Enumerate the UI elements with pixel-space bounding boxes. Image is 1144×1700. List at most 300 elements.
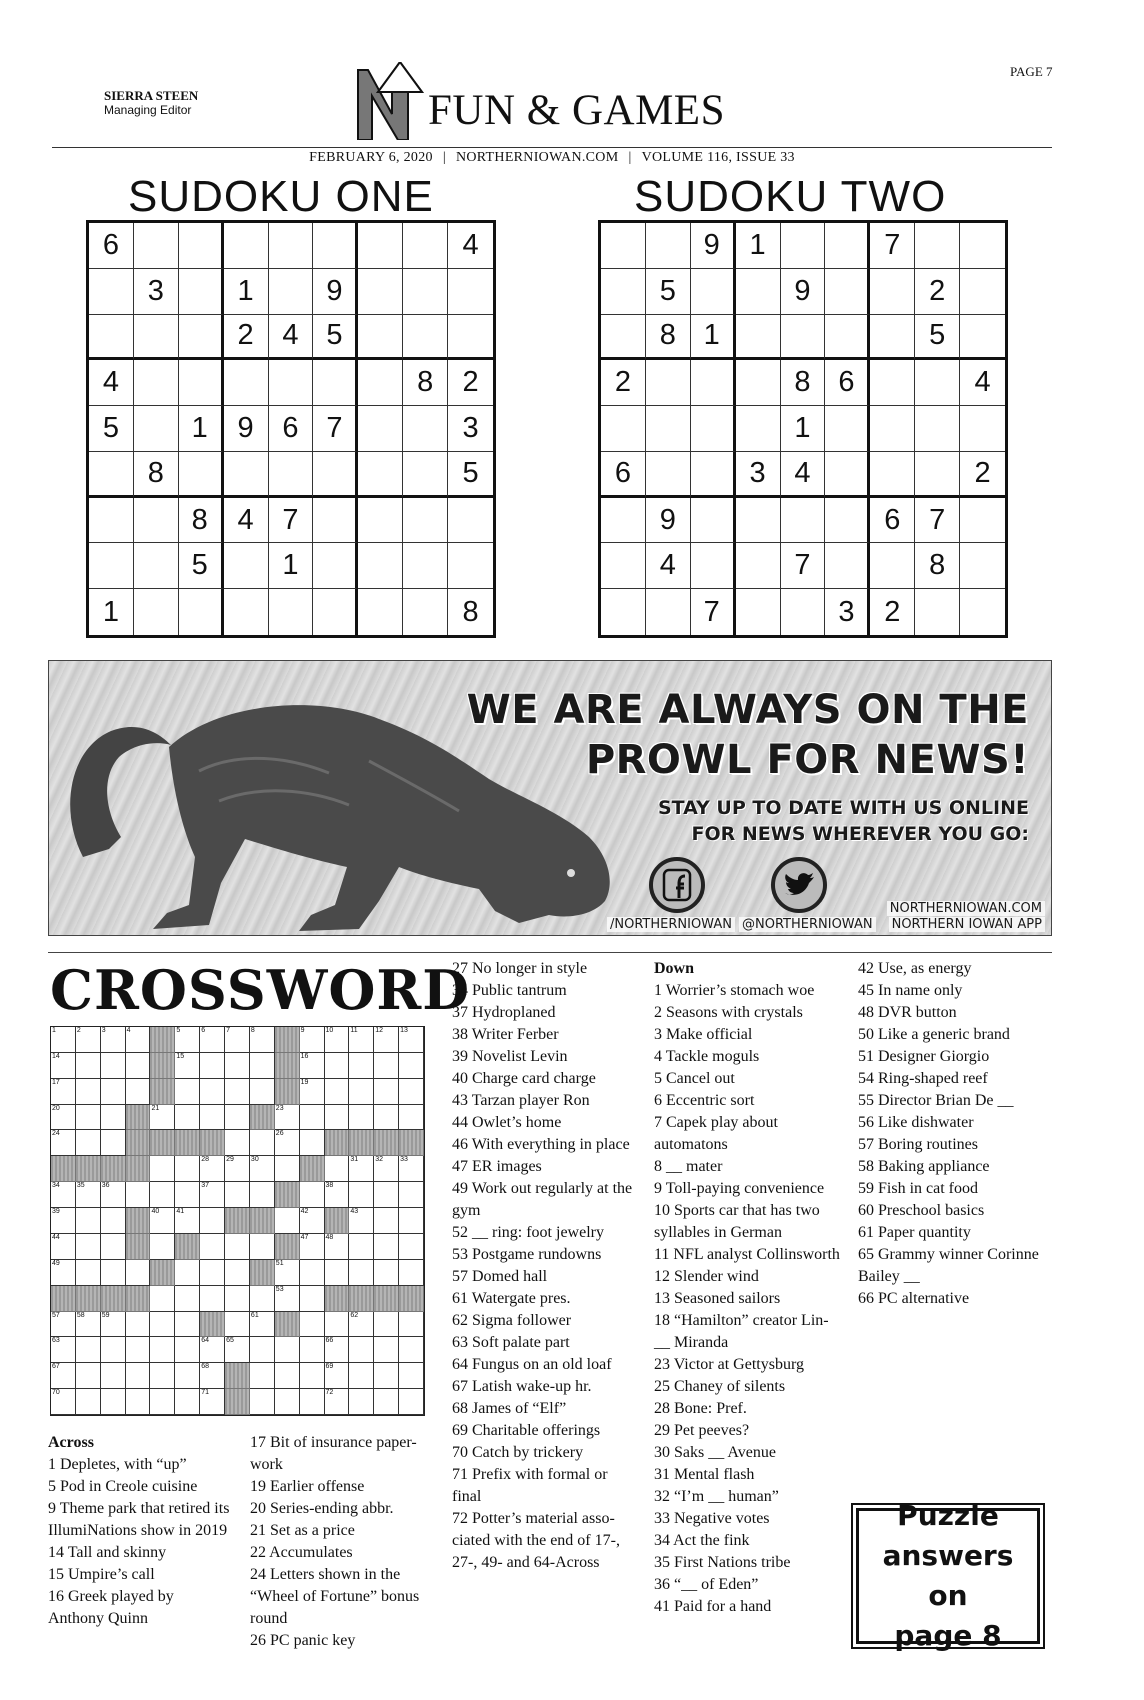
crossword-square[interactable] [300,1389,325,1415]
crossword-square[interactable] [150,1234,175,1260]
sudoku-cell[interactable] [269,269,314,315]
sudoku-cell[interactable] [358,498,403,544]
sudoku-cell[interactable] [736,498,781,544]
sudoku-cell[interactable] [269,452,314,498]
sudoku-cell[interactable] [224,589,269,635]
sudoku-cell[interactable]: 7 [915,498,960,544]
crossword-square[interactable] [51,1053,76,1079]
crossword-square[interactable] [126,1260,151,1286]
twitter-icon[interactable] [771,857,827,913]
sudoku-cell[interactable] [736,360,781,406]
facebook-handle[interactable]: /NORTHERNIOWAN [607,917,735,932]
crossword-square[interactable] [374,1312,399,1338]
crossword-square[interactable] [275,1337,300,1363]
crossword-square[interactable] [76,1027,101,1053]
crossword-square[interactable] [76,1079,101,1105]
sudoku-cell[interactable] [825,315,870,361]
sudoku-cell[interactable] [358,406,403,452]
crossword-square[interactable] [51,1363,76,1389]
crossword-square[interactable] [76,1130,101,1156]
crossword-square[interactable] [225,1027,250,1053]
sudoku-cell[interactable] [915,589,960,635]
sudoku-cell[interactable] [825,498,870,544]
sudoku-cell[interactable]: 8 [915,543,960,589]
sudoku-cell[interactable]: 5 [915,315,960,361]
crossword-square[interactable] [225,1105,250,1131]
crossword-square[interactable] [300,1130,325,1156]
crossword-square[interactable] [175,1337,200,1363]
crossword-square[interactable] [51,1130,76,1156]
crossword-square[interactable] [51,1079,76,1105]
crossword-square[interactable] [374,1182,399,1208]
crossword-square[interactable] [300,1208,325,1234]
crossword-square[interactable] [250,1337,275,1363]
crossword-square[interactable] [101,1182,126,1208]
crossword-square[interactable] [150,1389,175,1415]
sudoku-two-grid[interactable] [598,220,1008,638]
crossword-square[interactable] [126,1053,151,1079]
sudoku-cell[interactable] [960,498,1005,544]
crossword-square[interactable] [76,1182,101,1208]
crossword-square[interactable] [300,1312,325,1338]
crossword-square[interactable] [51,1234,76,1260]
sudoku-cell[interactable] [134,223,179,269]
crossword-square[interactable] [399,1105,424,1131]
crossword-square[interactable] [250,1079,275,1105]
sudoku-cell[interactable] [825,452,870,498]
crossword-square[interactable] [399,1363,424,1389]
crossword-square[interactable] [101,1260,126,1286]
crossword-square[interactable] [126,1389,151,1415]
crossword-square[interactable] [275,1156,300,1182]
crossword-square[interactable] [225,1312,250,1338]
crossword-square[interactable] [225,1286,250,1312]
sudoku-cell[interactable] [89,543,134,589]
sudoku-cell[interactable] [358,543,403,589]
crossword-square[interactable] [225,1156,250,1182]
sudoku-cell[interactable] [89,269,134,315]
sudoku-cell[interactable] [313,452,358,498]
sudoku-cell[interactable] [825,406,870,452]
sudoku-cell[interactable] [870,315,915,361]
crossword-square[interactable] [200,1079,225,1105]
crossword-square[interactable] [175,1105,200,1131]
sudoku-cell[interactable] [179,452,224,498]
sudoku-cell[interactable] [134,589,179,635]
crossword-square[interactable] [150,1208,175,1234]
crossword-square[interactable] [374,1208,399,1234]
sudoku-cell[interactable] [89,452,134,498]
crossword-square[interactable] [51,1027,76,1053]
crossword-square[interactable] [51,1208,76,1234]
sudoku-cell[interactable] [781,498,826,544]
sudoku-cell[interactable] [313,223,358,269]
sudoku-cell[interactable]: 4 [448,223,493,269]
crossword-square[interactable] [275,1363,300,1389]
crossword-square[interactable] [399,1234,424,1260]
sudoku-cell[interactable] [870,360,915,406]
sudoku-cell[interactable]: 7 [313,406,358,452]
crossword-square[interactable] [200,1389,225,1415]
crossword-square[interactable] [275,1260,300,1286]
sudoku-cell[interactable] [781,315,826,361]
crossword-square[interactable] [51,1182,76,1208]
sudoku-cell[interactable]: 7 [691,589,736,635]
sudoku-cell[interactable] [179,223,224,269]
sudoku-cell[interactable] [313,543,358,589]
sudoku-cell[interactable]: 6 [89,223,134,269]
crossword-square[interactable] [150,1156,175,1182]
sudoku-cell[interactable] [89,498,134,544]
sudoku-cell[interactable]: 1 [736,223,781,269]
sudoku-cell[interactable] [448,543,493,589]
crossword-square[interactable] [399,1337,424,1363]
sudoku-cell[interactable] [403,315,448,361]
crossword-square[interactable] [175,1389,200,1415]
sudoku-cell[interactable]: 9 [646,498,691,544]
sudoku-cell[interactable]: 7 [781,543,826,589]
crossword-square[interactable] [374,1260,399,1286]
sudoku-cell[interactable] [358,315,403,361]
sudoku-cell[interactable]: 4 [224,498,269,544]
crossword-square[interactable] [126,1363,151,1389]
sudoku-cell[interactable] [736,315,781,361]
sudoku-cell[interactable] [781,223,826,269]
sudoku-cell[interactable]: 9 [691,223,736,269]
sudoku-cell[interactable] [403,223,448,269]
crossword-square[interactable] [349,1363,374,1389]
crossword-square[interactable] [101,1234,126,1260]
crossword-square[interactable] [349,1053,374,1079]
sudoku-cell[interactable]: 4 [960,360,1005,406]
crossword-square[interactable] [374,1053,399,1079]
crossword-square[interactable] [101,1130,126,1156]
crossword-square[interactable] [200,1260,225,1286]
crossword-square[interactable] [175,1079,200,1105]
crossword-square[interactable] [225,1079,250,1105]
sudoku-cell[interactable]: 4 [646,543,691,589]
sudoku-cell[interactable] [691,452,736,498]
crossword-square[interactable] [250,1363,275,1389]
sudoku-cell[interactable] [179,269,224,315]
crossword-square[interactable] [399,1208,424,1234]
sudoku-cell[interactable]: 7 [269,498,314,544]
crossword-square[interactable] [175,1286,200,1312]
crossword-square[interactable] [76,1312,101,1338]
crossword-square[interactable] [51,1260,76,1286]
crossword-square[interactable] [349,1182,374,1208]
crossword-square[interactable] [225,1337,250,1363]
sudoku-cell[interactable]: 2 [960,452,1005,498]
sudoku-cell[interactable]: 3 [825,589,870,635]
sudoku-cell[interactable] [915,360,960,406]
crossword-square[interactable] [399,1079,424,1105]
sudoku-cell[interactable] [358,452,403,498]
sudoku-cell[interactable] [601,223,646,269]
sudoku-cell[interactable]: 7 [870,223,915,269]
crossword-square[interactable] [300,1053,325,1079]
crossword-square[interactable] [300,1260,325,1286]
sudoku-cell[interactable] [448,269,493,315]
crossword-square[interactable] [325,1156,350,1182]
sudoku-cell[interactable]: 8 [462,595,479,628]
crossword-square[interactable] [250,1182,275,1208]
sudoku-cell[interactable] [224,452,269,498]
crossword-square[interactable] [150,1337,175,1363]
sudoku-cell[interactable]: 5 [448,452,493,498]
sudoku-cell[interactable]: 2 [601,360,646,406]
sudoku-cell[interactable]: 6 [870,498,915,544]
crossword-square[interactable] [325,1312,350,1338]
crossword-square[interactable] [399,1260,424,1286]
crossword-square[interactable] [349,1260,374,1286]
sudoku-cell[interactable] [403,406,448,452]
crossword-square[interactable] [175,1312,200,1338]
sudoku-cell[interactable] [403,498,448,544]
crossword-square[interactable] [175,1208,200,1234]
sudoku-cell[interactable]: 9 [313,269,358,315]
sudoku-cell[interactable] [870,269,915,315]
sudoku-cell[interactable]: 5 [313,315,358,361]
crossword-square[interactable] [325,1079,350,1105]
crossword-square[interactable] [200,1156,225,1182]
crossword-square[interactable] [300,1363,325,1389]
crossword-square[interactable] [349,1105,374,1131]
sudoku-cell[interactable]: 6 [825,360,870,406]
crossword-square[interactable] [250,1130,275,1156]
crossword-square[interactable] [300,1234,325,1260]
crossword-square[interactable] [101,1208,126,1234]
crossword-square[interactable] [325,1234,350,1260]
crossword-square[interactable] [126,1079,151,1105]
twitter-handle[interactable]: @NORTHERNIOWAN [739,917,876,932]
crossword-square[interactable] [300,1027,325,1053]
crossword-square[interactable] [250,1312,275,1338]
crossword-square[interactable] [275,1208,300,1234]
sudoku-cell[interactable] [960,543,1005,589]
sudoku-cell[interactable] [646,589,691,635]
crossword-square[interactable] [325,1363,350,1389]
sudoku-cell[interactable]: 9 [224,406,269,452]
crossword-square[interactable] [51,1105,76,1131]
crossword-square[interactable] [325,1105,350,1131]
crossword-square[interactable] [250,1156,275,1182]
crossword-square[interactable] [374,1389,399,1415]
sudoku-cell[interactable] [313,498,358,544]
crossword-square[interactable] [225,1053,250,1079]
sudoku-cell[interactable]: 3 [448,406,493,452]
crossword-square[interactable] [374,1156,399,1182]
sudoku-cell[interactable] [269,360,314,406]
sudoku-cell[interactable]: 1 [781,406,826,452]
crossword-square[interactable] [200,1234,225,1260]
crossword-square[interactable] [76,1337,101,1363]
crossword-square[interactable] [325,1053,350,1079]
sudoku-cell[interactable] [179,360,224,406]
sudoku-cell[interactable] [825,543,870,589]
sudoku-cell[interactable] [825,269,870,315]
crossword-square[interactable] [200,1286,225,1312]
crossword-square[interactable] [325,1027,350,1053]
sudoku-cell[interactable] [646,360,691,406]
crossword-square[interactable] [374,1079,399,1105]
sudoku-cell[interactable] [870,406,915,452]
sudoku-cell[interactable] [358,269,403,315]
sudoku-cell[interactable]: 1 [269,543,314,589]
crossword-square[interactable] [126,1027,151,1053]
crossword-square[interactable] [51,1312,76,1338]
crossword-square[interactable] [76,1363,101,1389]
sudoku-cell[interactable]: 2 [915,269,960,315]
crossword-square[interactable] [175,1027,200,1053]
sudoku-cell[interactable]: 5 [179,543,224,589]
crossword-square[interactable] [200,1053,225,1079]
ad-app[interactable]: NORTHERN IOWAN APP [889,917,1045,932]
sudoku-cell[interactable] [134,543,179,589]
sudoku-cell[interactable] [313,589,358,635]
crossword-square[interactable] [101,1337,126,1363]
crossword-square[interactable] [300,1079,325,1105]
sudoku-cell[interactable] [269,589,314,635]
crossword-square[interactable] [126,1337,151,1363]
crossword-square[interactable] [374,1105,399,1131]
sudoku-cell[interactable] [691,543,736,589]
sudoku-cell[interactable] [358,589,403,635]
crossword-square[interactable] [150,1286,175,1312]
crossword-square[interactable] [200,1363,225,1389]
sudoku-cell[interactable]: 4 [89,360,134,406]
sudoku-cell[interactable] [601,406,646,452]
crossword-square[interactable] [300,1337,325,1363]
crossword-square[interactable] [175,1156,200,1182]
sudoku-cell[interactable] [825,223,870,269]
crossword-square[interactable] [250,1286,275,1312]
crossword-square[interactable] [200,1208,225,1234]
crossword-square[interactable] [374,1337,399,1363]
crossword-square[interactable] [325,1389,350,1415]
crossword-square[interactable] [175,1363,200,1389]
crossword-square[interactable] [325,1182,350,1208]
sudoku-cell[interactable]: 4 [781,452,826,498]
crossword-square[interactable] [399,1156,424,1182]
crossword-square[interactable] [275,1389,300,1415]
ad-website[interactable]: NORTHERNIOWAN.COM [887,901,1045,916]
crossword-square[interactable] [126,1182,151,1208]
crossword-square[interactable] [349,1156,374,1182]
crossword-square[interactable] [325,1260,350,1286]
crossword-square[interactable] [275,1130,300,1156]
crossword-square[interactable] [349,1337,374,1363]
crossword-square[interactable] [51,1389,76,1415]
sudoku-cell[interactable] [870,452,915,498]
sudoku-cell[interactable]: 9 [781,269,826,315]
crossword-square[interactable] [76,1389,101,1415]
sudoku-cell[interactable] [870,543,915,589]
sudoku-cell[interactable]: 6 [269,406,314,452]
crossword-square[interactable] [349,1079,374,1105]
crossword-square[interactable] [101,1363,126,1389]
crossword-square[interactable] [250,1389,275,1415]
crossword-square[interactable] [399,1182,424,1208]
crossword-square[interactable] [374,1234,399,1260]
sudoku-cell[interactable] [736,269,781,315]
crossword-square[interactable] [250,1053,275,1079]
crossword-square[interactable] [349,1234,374,1260]
sudoku-cell[interactable] [781,589,826,635]
sudoku-cell[interactable] [134,315,179,361]
crossword-square[interactable] [374,1363,399,1389]
crossword-square[interactable] [175,1260,200,1286]
crossword-square[interactable] [374,1027,399,1053]
crossword-square[interactable] [150,1312,175,1338]
sudoku-cell[interactable]: 2 [448,360,493,406]
sudoku-cell[interactable] [960,269,1005,315]
crossword-square[interactable] [101,1312,126,1338]
sudoku-cell[interactable] [448,498,493,544]
sudoku-cell[interactable] [960,589,1005,635]
crossword-square[interactable] [175,1182,200,1208]
crossword-square[interactable] [101,1027,126,1053]
crossword-square[interactable] [349,1312,374,1338]
crossword-square[interactable] [200,1337,225,1363]
sudoku-cell[interactable]: 8 [781,360,826,406]
crossword-square[interactable] [101,1389,126,1415]
crossword-square[interactable] [76,1234,101,1260]
crossword-square[interactable] [399,1389,424,1415]
crossword-square[interactable] [349,1027,374,1053]
sudoku-cell[interactable]: 2 [870,589,915,635]
crossword-square[interactable] [150,1363,175,1389]
crossword-square[interactable] [399,1053,424,1079]
crossword-square[interactable] [225,1130,250,1156]
sudoku-cell[interactable] [960,223,1005,269]
sudoku-cell[interactable] [403,269,448,315]
crossword-square[interactable] [300,1286,325,1312]
sudoku-cell[interactable] [960,406,1005,452]
crossword-square[interactable] [76,1105,101,1131]
crossword-square[interactable] [250,1027,275,1053]
sudoku-cell[interactable] [601,543,646,589]
crossword-square[interactable] [76,1208,101,1234]
sudoku-cell[interactable]: 1 [89,589,134,635]
sudoku-cell[interactable] [224,543,269,589]
sudoku-cell[interactable] [224,360,269,406]
sudoku-cell[interactable]: 2 [224,315,269,361]
sudoku-cell[interactable] [448,315,493,361]
sudoku-cell[interactable]: 8 [403,360,448,406]
crossword-square[interactable] [76,1260,101,1286]
sudoku-cell[interactable] [646,223,691,269]
sudoku-cell[interactable]: 8 [646,315,691,361]
sudoku-cell[interactable] [403,543,448,589]
sudoku-cell[interactable] [179,315,224,361]
crossword-square[interactable] [200,1105,225,1131]
sudoku-cell[interactable] [601,498,646,544]
sudoku-cell[interactable] [915,452,960,498]
crossword-square[interactable] [175,1053,200,1079]
sudoku-cell[interactable] [960,315,1005,361]
crossword-square[interactable] [101,1105,126,1131]
sudoku-cell[interactable] [691,406,736,452]
crossword-square[interactable] [101,1053,126,1079]
sudoku-cell[interactable] [601,315,646,361]
crossword-square[interactable] [225,1182,250,1208]
sudoku-cell[interactable] [646,452,691,498]
sudoku-cell[interactable]: 6 [601,452,646,498]
sudoku-cell[interactable]: 5 [89,406,134,452]
sudoku-cell[interactable]: 1 [224,269,269,315]
sudoku-cell[interactable]: 3 [134,269,179,315]
